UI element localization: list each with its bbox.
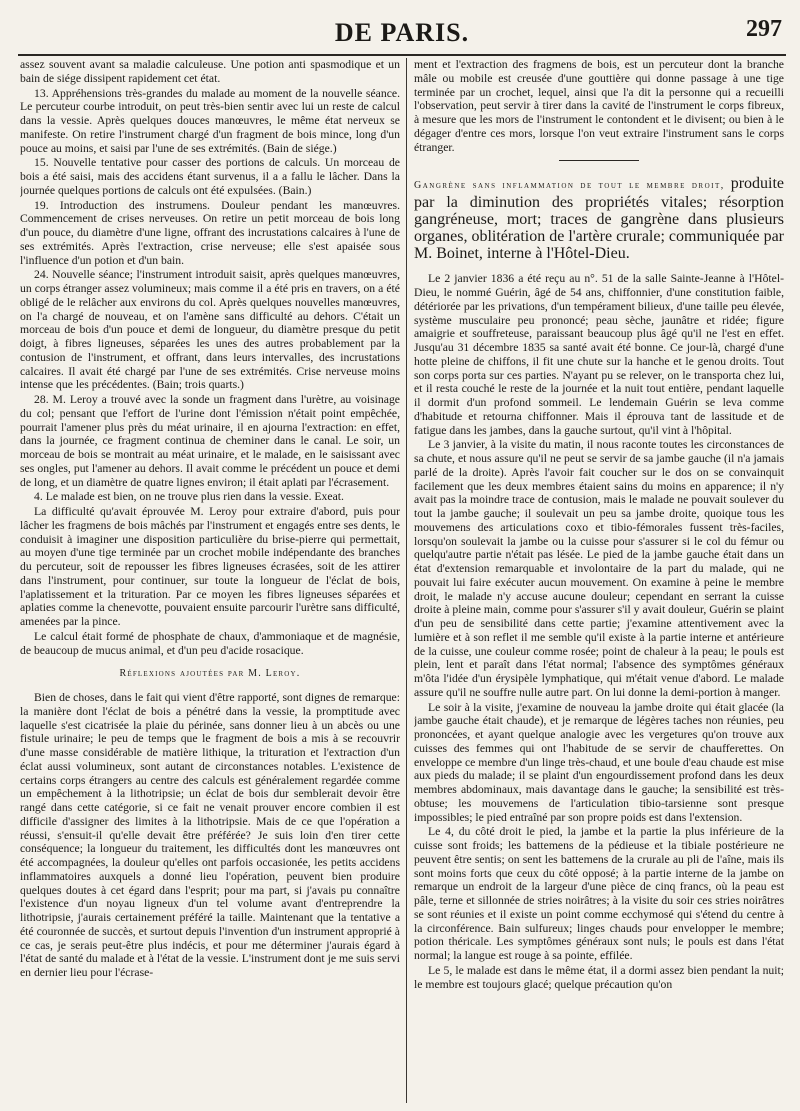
paragraph: Le soir à la visite, j'examine de nouveau la jambe droite qui était glacée (la jambe gauche était chaude), et je remarque de légères taches non réunies, peu prononcées, et ayant quelque analogie avec les vergetures qu'on trouve aux cuisses des femmes qui ont l'habitude de se servir de chaufferettes. On enveloppe ce membre d'un linge très-chaud, et une boule d'eau chaude est mise aux pieds du malade; il se plaint d'un engourdissement profond dans les deux membres abdominaux, mais davantage dans le gauche; la sensibilité est très-obtuse; les mouvemens de l'articulation tibio-tarsienne sont presque impossibles; le pied entraîné par son propre poids est dans l'extension.	[414, 700, 784, 824]
page-title: DE PARIS.	[334, 18, 470, 47]
paragraph: Le 2 janvier 1836 a été reçu au n°. 51 de la salle Sainte-Jeanne à l'Hôtel-Dieu, le nommé Guérin, âgé de 54 ans, chiffonnier, d'une constitution faible, détériorée par les privations, d'un tempérament bilieux, d'une taille peu élevée, système musculaire peu prononcé; peau sèche, jaunâtre et ridée; figure amaigrie et souffreteuse, paraissant beaucoup plus âgé qu'il ne l'est en effet. Jusqu'au 31 décembre 1835 sa santé avait été bonne. Ce jour-là, chargé d'une hotte pleine de chiffons, il fit une chute sur la hanche et le genou droits. Tout son corps porta sur ces parties. N'ayant pu se relever, on le transporta chez lui, et il resta couché le reste de la journée et la nuit tout entière, pendant laquelle il dormit d'un profond sommeil. Le lendemain Guérin se leva comme d'habitude et retourna chiffonner. Mais il éprouva tant de lassitude et de fatigue dans les jambes, dans la gauche surtout, qu'il vint à l'hôpital.	[414, 272, 784, 437]
article-title-rest: produite par la diminution des propriétés vitales; résorption gangréneuse, mort; traces de gangrène dans plusieurs organes, oblitération de l'artère crurale; communiquée par M. Boinet, interne à l'Hôtel-Dieu.	[414, 175, 784, 263]
reflexions-heading: Réflexions ajoutées par M. Leroy.	[119, 668, 301, 680]
paragraph: 24. Nouvelle séance; l'instrument introduit saisit, après quelques manœuvres, un corps étranger assez volumineux; mais comme il a été pris en travers, on a été obligé de le relâcher aux environs du col. Après quelques nouvelles manœuvres, on l'a chargé de nouveau, et on l'amène sans difficulté au dehors. C'était un morceau de bois d'un pouce et demi de longueur, du diamètre presque du petit doigt, à fibres ligneuses, séparées les unes des autres probablement par la contusion de l'instrument, et offrant, dans leurs intervalles, des incrustations calcaires. Il avait été chargé par l'une de ses extrémités. Crise nerveuse moins intense que les précédentes. (Bain; trois quarts.)	[20, 268, 400, 392]
section-separator	[559, 160, 639, 161]
paragraph: 13. Appréhensions très-grandes du malade au moment de la nouvelle séance. Le percuteur courbe introduit, on peut très-bien sentir avec lui un reste de calcul dans la vessie. Après quelques douces manœuvres, le même état nerveux se manifeste. On retire l'instrument chargé d'un fragment de bois mince, long d'un pouce au moins, et saisi par l'une de ses extrémités. (Bain de siége.)	[20, 86, 400, 155]
column-divider	[406, 58, 407, 1103]
paragraph: Bien de choses, dans le fait qui vient d'être rapporté, sont dignes de remarque: la manière dont l'éclat de bois a pénétré dans la vessie, la promptitude avec laquelle s'est cicatrisée la plaie du périnée, sans donner lieu à un abcès ou une fistule urinaire; le peu de temps que le fragment de bois a mis à se recouvrir d'une masse considérable de matière lithique, la trituration et l'extraction d'un éclat aussi volumineux, sont autant de circonstances notables. L'existence de certains corps étrangers au centre des calculs est généralement regardée comme un empêchement à la lithotripsie; un éclat de bois dur semblerait devoir être rangé dans cette catégorie, si ce fait ne venait prouver encore combien il est difficile d'assigner des limites à la lithotripsie. Mais de ce que l'opération a réussi, s'ensuit-il qu'elle devait être préférée? Je suis loin d'en tirer cette conséquence; la longueur du traitement, les difficultés dont les manœuvres ont été accompagnées, la douleur qu'elles ont parfois occasionée, les petits accidens inflammatoires auxquels a donné lieu l'opération, peuvent bien produire quelques doutes à cet égard dans l'esprit; pour ma part, si j'avais pu connaître l'existence d'un noyau ligneux d'un tel volume avant d'entreprendre la lithotripsie, j'aurais certainement préféré la taille. Maintenant que la tentative a été couronnée de succès, et surtout depuis l'invention d'un instrument approprié à ce cas, je serais peut-être plus indécis, et pour me déterminer j'aurais égard à l'état de santé du malade et à l'état de la vessie. L'instrument dont je me suis servi en dernier lieu pour l'écrase-	[20, 691, 400, 979]
page-number: 297	[746, 16, 782, 42]
paragraph: Le 4, du côté droit le pied, la jambe et la partie la plus inférieure de la cuisse sont froids; les battemens de la pédieuse et la tibiale postérieure ne peuvent être sentis; on sent les battemens de la crurale au pli de l'aîne, mais ils sont moins forts que ceux du côté opposé; à la partie interne de la jambe on remarque un endroit de la largeur d'une pièce de cinq francs, où la peau est pâle, terne et sillonnée de stries noirâtres; à la visite du soir ces stries noirâtres se sont réunies et il existe un point comme ecchymosé qui s'étend du centre à la circonférence. Bain sulfureux; linges chauds pour envelopper le membre; potion théricale. Les symptômes généraux sont nuls; le pouls est dans l'état normal; la langue est rouge à sa pointe, effilée.	[414, 825, 784, 962]
paragraph: 4. Le malade est bien, on ne trouve plus rien dans la vessie. Exeat.	[34, 490, 344, 504]
paragraph: Le calcul était formé de phosphate de chaux, d'ammoniaque et de magnésie, de beaucoup de mucus animal, et d'un peu d'acide rosacique.	[20, 629, 400, 657]
paragraph: assez souvent avant sa maladie calculeuse. Une potion anti spasmodique et un bain de siége dissipent rapidement cet état.	[20, 58, 400, 85]
paragraph: ment et l'extraction des fragmens de bois, est un percuteur dont la branche mâle ou mobile est creusée d'une gouttière qui donne passage à une tige terminée par un crochet, lequel, ainsi que l'a dit la personne qui a recueilli l'observation, peut servir à tirer dans la cavité de l'instrument le corps fibreux, à mesure que les mors de l'instrument le contondent et le divisent; ou bien à le dégager d'entre ces mors, lorsque l'on veut extraire l'instrument sans le corps étranger.	[414, 58, 784, 154]
paragraph: La difficulté qu'avait éprouvée M. Leroy pour extraire d'abord, puis pour lâcher les fragmens de bois mâchés par l'instrument et engagés entre ses dents, le conduisit à imaginer une disposition particulière du brise-pierre qui permettait, au moyen d'une tige terminée par un crochet mobile indépendante des branches du percuteur, soit de repousser les fibres ligneuses écrasées, soit de les attirer dans l'instrument, pour continuer, sur toute la longueur de l'éclat de bois, l'aplatissement et la trituration. Par ce moyen les fibres ligneuses séparées et aplaties comme la chenevotte, pouvaient ensuite parcourir l'urètre sans difficulté, amenées par la pince.	[20, 505, 400, 628]
paragraph: 15. Nouvelle tentative pour casser des portions de calculs. Un morceau de bois a été saisi, mais des accidens étant survenus, il a a fallu le lâcher. Dans la journée quelques portions de calculs ont été expulsées. (Bain.)	[20, 156, 400, 197]
paragraph: Le 5, le malade est dans le même état, il a dormi assez bien pendant la nuit; le membre est toujours glacé; quelque précaution qu'on	[414, 963, 784, 991]
article-title-lead: Gangrène sans inflammation de tout le membre droit,	[414, 180, 725, 192]
right-column	[414, 58, 784, 1103]
paragraph: Le 3 janvier, à la visite du matin, il nous raconte toutes les circonstances de sa chute, et nous assure qu'il ne peut se servir de sa jambe gauche (il n'a jamais parlé de la droite). Après l'avoir fait coucher sur le dos on se convainquit facilement que les deux membres étaient sains du moins en apparence; il n'y avait pas la moindre trace de contusion, mais le malade ne pouvait soulever du tout la jambe gauche; il soulevait un peu sa jambe droite, quoique tous les mouvemens des articulations coxo et tibio-fémorales fussent très-faciles, lorsqu'on soulevait la jambe ou la cuisse pour s'assurer si le col du fémur ou quelqu'autre partie n'était pas lésée. Le pied de la jambe gauche était dans un état d'extension remarquable et involontaire de la part du malade, qui ne pouvait lui faire exécuter aucun mouvement. On examine à peine le membre droit, le malade n'y accuse aucune douleur; cependant en serrant la cuisse droite à pleine main, comme pour s'assurer s'il y avait douleur, Guérin se plaint d'un peu de sensibilité dans cette partie; j'examine attentivement avec la lumière et à son reflet il me semble qu'il existe à la partie interne et antérieure de la cuisse, une couleur comme rosée; point de chaleur à la peau; le pouls est plein, lent et paraît dans l'état normal; l'absence des symptômes généraux m'ôta l'idée d'un érysipèle lymphatique, qui m'était venue d'abord. Le malade assure qu'il ne souffre nulle autre part. On lui donne la demi-portion à manger.	[414, 438, 784, 699]
left-column	[20, 58, 400, 1103]
paragraph: 28. M. Leroy a trouvé avec la sonde un fragment dans l'urètre, au voisinage du col; pensant que l'effort de l'urine dont l'émission n'était point empêchée, pourrait l'amener plus près du méat urinaire, il en ajourna l'extraction: en effet, dans la journée, ce fragment continua de cheminer dans le canal. Le soir, un morceau de bois se montrait au méat urinaire, et le malade, en le saisissant avec ses ongles, put l'amener au dehors. Il avait comme le précédent un pouce et demi de long, et un diamètre de quatre lignes environ; il était aplati par l'écrasement.	[20, 393, 400, 489]
paragraph: 19. Introduction des instrumens. Douleur pendant les manœuvres. Commencement de crises nerveuses. On retire un petit morceau de bois long d'un pouce, du diamètre d'une ligne, offrant des incrustations calcaires à l'une de ses extrémités. Après l'extraction, crise nerveuse; elle s'est apaisée sous l'influence d'un potion et d'un bain.	[20, 198, 400, 267]
article-title	[414, 175, 784, 262]
page-header	[18, 14, 786, 56]
